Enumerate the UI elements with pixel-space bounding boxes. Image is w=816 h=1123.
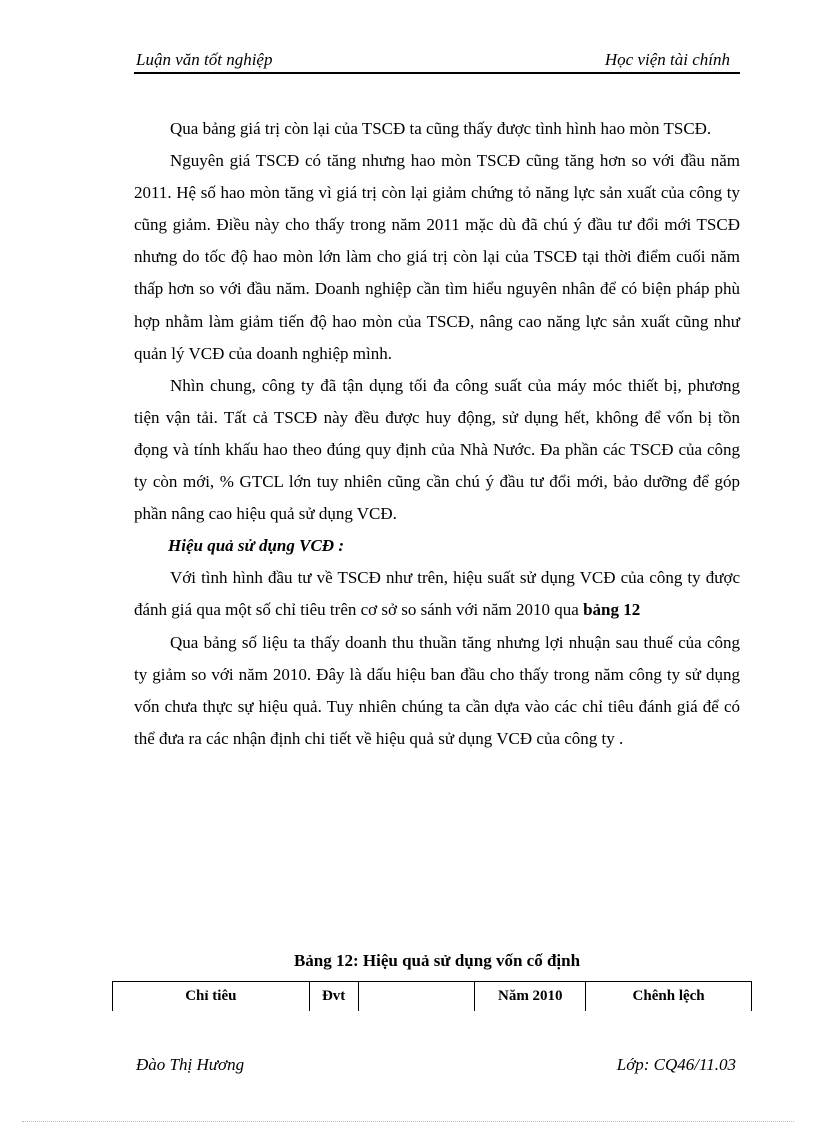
col-header-indicator: Chỉ tiêu: [113, 982, 310, 1012]
paragraph-1: Qua bảng giá trị còn lại của TSCĐ ta cũng thấy được tình hình hao mòn TSCĐ.: [170, 119, 712, 138]
footer-author: Đào Thị Hương: [136, 1055, 245, 1074]
table-header-row: [113, 982, 752, 1012]
header-thesis-label: Luận văn tốt nghiệp: [136, 50, 273, 69]
table-title: Bảng 12: Hiệu quả sử dụng vốn cố định: [293, 951, 581, 970]
paragraph-2: Nguyên giá TSCĐ có tăng nhưng hao mòn TSCĐ cũng tăng hơn so với đầu năm 2011. Hệ số hao mòn tăng vì giá trị còn lại giảm chứng tỏ năng lực sản xuất của công ty cũng giảm. Điều này cho thấy trong năm 2011 mặc dù đã chú ý đầu tư đổi mới TSCĐ nhưng do tốc độ hao mòn lớn làm cho giá trị còn lại của TSCĐ tại thời điểm cuối năm thấp hơn so với đầu năm. Doanh nghiệp cần tìm hiểu nguyên nhân để có biện pháp phù hợp nhằm làm giảm tiến độ hao mòn của TSCĐ, nâng cao năng lực sản xuất cũng như quản lý VCĐ của doanh nghiệp mình.: [134, 151, 740, 363]
col-header-year-2010: Năm 2010: [475, 982, 586, 1012]
col-header-unit: Đvt: [309, 982, 358, 1012]
paragraph-4: [134, 562, 740, 626]
body-text: [134, 113, 740, 755]
fixed-capital-efficiency-table: [112, 981, 752, 1011]
paragraph-5: Qua bảng số liệu ta thấy doanh thu thuần tăng nhưng lợi nhuận sau thuế của công ty giảm so với năm 2010. Đây là dấu hiệu ban đầu cho thấy trong năm công ty sử dụng vốn chưa thực sự hiệu quả. Tuy nhiên chúng ta cần dựa vào các chỉ tiêu đánh giá để có thể đưa ra các nhận định chi tiết về hiệu quả sử dụng VCĐ của công ty .: [134, 632, 740, 748]
col-header-difference: Chênh lệch: [586, 982, 752, 1012]
footer-class: Lớp: CQ46/11.03: [616, 1055, 736, 1074]
page-bottom-divider: [22, 1121, 794, 1122]
header-institution-label: Học viện tài chính: [604, 50, 730, 69]
col-header-blank: [358, 982, 475, 1012]
page-header: [134, 50, 740, 74]
table-reference: bảng 12: [583, 600, 641, 620]
paragraph-4-text: Với tình hình đầu tư về TSCĐ như trên, hiệu suất sử dụng VCĐ của công ty được đánh giá qua một số chỉ tiêu trên cơ sở so sánh với năm 2010 qua: [134, 568, 740, 620]
paragraph-3: Nhìn chung, công ty đã tận dụng tối đa công suất của máy móc thiết bị, phương tiện vận tải. Tất cả TSCĐ này đều được huy động, sử dụng hết, không để vốn bị tồn đọng và tính khấu hao theo đúng quy định của Nhà Nước. Đa phần các TSCĐ của công ty còn mới, % GTCL lớn tuy nhiên cũng cần chú ý đầu tư đổi mới, bảo dưỡng để góp phần nâng cao hiệu quả sử dụng VCĐ.: [134, 375, 740, 524]
section-heading: Hiệu quả sử dụng VCĐ :: [168, 536, 344, 556]
